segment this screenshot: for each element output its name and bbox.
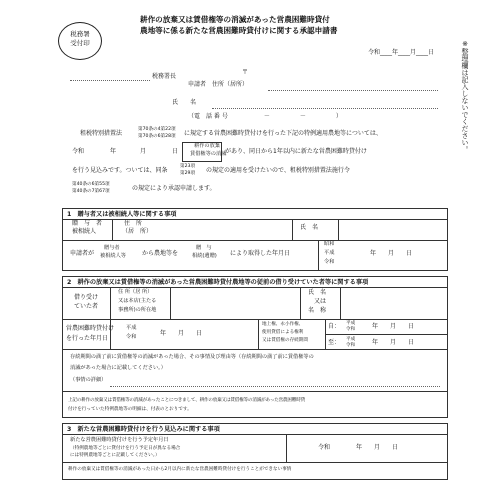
s2-heisei: 平成	[126, 325, 137, 331]
from-reiwa: 令和	[346, 327, 356, 332]
s2-addr-2: 又は本店(主たる	[118, 298, 157, 304]
contract-1: 地上権、永小作権、	[262, 322, 304, 327]
title-line-2: 農地等に係る新たな営農困難時貸付けに関する承認申請書	[140, 26, 338, 35]
attachment-note-2: 付けを行っていた特例農地等の明細は、付表のとおりです。	[68, 407, 192, 412]
period-from: 自：	[328, 323, 341, 330]
to-ymd: 年 月 日	[372, 339, 415, 346]
decedent-label: 被相続人	[72, 228, 97, 235]
intro-day: 日	[172, 148, 179, 155]
address-line[interactable]	[268, 90, 438, 91]
borrower-label-2: ていた者	[74, 303, 99, 310]
law-prefix: 租税特別措置法	[80, 130, 123, 137]
reason-detail-line[interactable]	[110, 386, 440, 387]
s2-name-2: 又は	[314, 298, 327, 305]
s2-col-3	[300, 287, 301, 319]
s2-addr-1: 住 所（居 所）	[118, 289, 153, 295]
loan-date-label-2: を行った年月日	[66, 335, 109, 342]
applicant-label: 申請者が	[70, 250, 95, 257]
s1-col-2	[292, 219, 293, 240]
law-ref-1: 第70条の4第22項	[138, 127, 176, 132]
from-heisei: 平成	[346, 321, 356, 326]
law-ref-2: 第70条の6第28項	[138, 134, 176, 139]
s1-address-label: 住 所	[124, 220, 143, 227]
s3-row-divider	[62, 462, 448, 463]
application-date: 令和____年____月____日	[368, 49, 435, 56]
recv-donor: 贈与者	[104, 245, 120, 251]
borrower-label-1: 借り受け	[74, 294, 99, 301]
from-ymd: 年 月 日	[372, 323, 415, 330]
s1-ymd: 年 月 日	[370, 250, 413, 257]
address-label: 申請者 住所（居所）	[188, 81, 249, 88]
loan-date-label-1: 営農困難時貸付け	[66, 325, 115, 332]
section-2-heading: 2 耕作の放棄又は賃借権等の消滅があった営農困難時貸付農地等の従前の借り受けていた者等に関する事項	[62, 276, 448, 287]
article-29: 第29項	[180, 171, 196, 176]
contract-3: 又は賃借権の存続期間	[262, 338, 308, 343]
phone-label: （電 話 番 号 － － ）	[188, 113, 342, 120]
s1-name-label: 氏 名	[300, 224, 319, 231]
s2-row-divider	[62, 319, 448, 320]
postal-mark: 〒	[242, 69, 249, 76]
s3-era: 令和	[318, 444, 331, 451]
section-1-row-divider	[62, 240, 448, 241]
s2-col-5	[258, 319, 259, 350]
tax-office-line	[70, 80, 150, 81]
name-line[interactable]	[212, 108, 438, 109]
era-heisei: 平成	[324, 250, 335, 256]
s1-col-3	[338, 219, 339, 240]
intro-line3-suffix: の規定の適用を受けたいので、租税特別措置法施行令	[206, 167, 350, 174]
s1-col-4	[318, 240, 319, 271]
intro-month: 月	[140, 148, 147, 155]
cannot-lease-reason-label: 耕作の放棄又は賃借権等の消滅があった日から2月以内に新たな営農困難時貸付けを行うことができない事情	[68, 467, 292, 472]
s2-period-divider	[325, 334, 448, 335]
attachment-note-box	[62, 392, 448, 418]
cabinet-order-ref-1: 第40条の6第55項	[72, 182, 110, 187]
form-title	[140, 14, 400, 36]
reason-detail-label: （事情の詳細）	[70, 377, 107, 383]
intro-year: 年	[110, 148, 117, 155]
stamp-line-2: 受付印	[70, 39, 90, 48]
acq-suffix: により取得した年月日	[230, 250, 291, 257]
from-label: から農地等を	[142, 250, 179, 257]
s2-col-1	[110, 287, 111, 350]
contract-2: 使用貸借による権利	[262, 330, 304, 335]
attachment-note-1: 上記の耕作の放棄又は賃借権等の消滅があったことにつきまして、耕作の放棄又は賃借権等の消滅があった営農困難時貸	[68, 398, 305, 403]
planned-date-note-2: には特例農地等ごとに記載してください。）	[70, 453, 160, 458]
period-to: 至：	[328, 339, 341, 346]
s1-col-1	[112, 219, 113, 240]
cabinet-order-ref-2: 第40条の7第67項	[72, 189, 110, 194]
intro-era: 令和	[72, 148, 85, 155]
s2-name-3: 名 称	[308, 307, 327, 314]
intro-line3-prefix: を行う見込みです。ついては、同条	[72, 167, 168, 174]
acq-gift: 贈 与	[196, 245, 212, 251]
tax-office-suffix: 税務署長	[152, 73, 177, 80]
recv-decedent: 被相続人等	[100, 253, 126, 259]
reason-note-2: 消滅があった場合に記載してください。）	[70, 365, 166, 371]
section-1-heading: 1 贈与者又は被相続人等に関する事項	[62, 208, 448, 219]
planned-date-note-1: （特例農地等ごとに貸付けを行う予定日が異なる場合	[70, 446, 181, 451]
s3-ymd[interactable]: 年 月 日	[356, 444, 399, 451]
law-suffix: に規定する営農困難時貸付けを行った下記の特例適用農地等については、	[184, 130, 382, 137]
side-note: ※整理欄は記入しないでください。	[461, 40, 469, 153]
reason-note-1: 存続期間の満了前に賃借権等の消滅があった場合、その事情及び理由等（存続期間の満了前に賃借権等の	[70, 354, 314, 360]
s2-name-1: 氏 名	[308, 289, 327, 296]
to-reiwa: 令和	[346, 343, 356, 348]
intro-after-box: があり、同日から1年以内に新たな営農困難時貸付け	[225, 148, 367, 155]
stamp-line-1: 税務署	[70, 30, 90, 38]
s2-loan-ymd: 年 月 日	[160, 330, 203, 337]
event-abandon: 耕作の放棄	[194, 143, 220, 149]
s3-col-1	[286, 434, 287, 462]
event-lease-end: 賃借権等の消滅	[190, 151, 227, 157]
s1-residence-label: （居 所）	[122, 228, 153, 235]
section-3-heading: 3 新たな営農困難時貸付けを行う見込みに関する事項	[62, 423, 448, 434]
s2-col-2	[170, 287, 171, 319]
s2-reiwa: 令和	[126, 334, 137, 340]
title-line-1: 耕作の放棄又は賃借権等の消滅があった営農困難時貸付	[140, 15, 330, 24]
article-23: 第23項	[180, 164, 196, 169]
name-label: 氏 名	[172, 99, 197, 106]
receipt-stamp	[58, 22, 102, 60]
era-reiwa: 令和	[324, 259, 335, 265]
era-showa: 昭和	[324, 241, 335, 247]
s2-col-4	[340, 287, 341, 319]
intro-line4-suffix: の規定により承認申請します。	[132, 185, 216, 192]
acq-inherit: 相続(遺贈)	[192, 253, 217, 259]
donor-label: 贈 与 者	[72, 220, 103, 227]
planned-date-label: 新たな営農困難時貸付けを行う予定年月日	[70, 437, 169, 443]
to-heisei: 平成	[346, 337, 356, 342]
s2-addr-3: 事務所)の所在地	[118, 307, 157, 313]
